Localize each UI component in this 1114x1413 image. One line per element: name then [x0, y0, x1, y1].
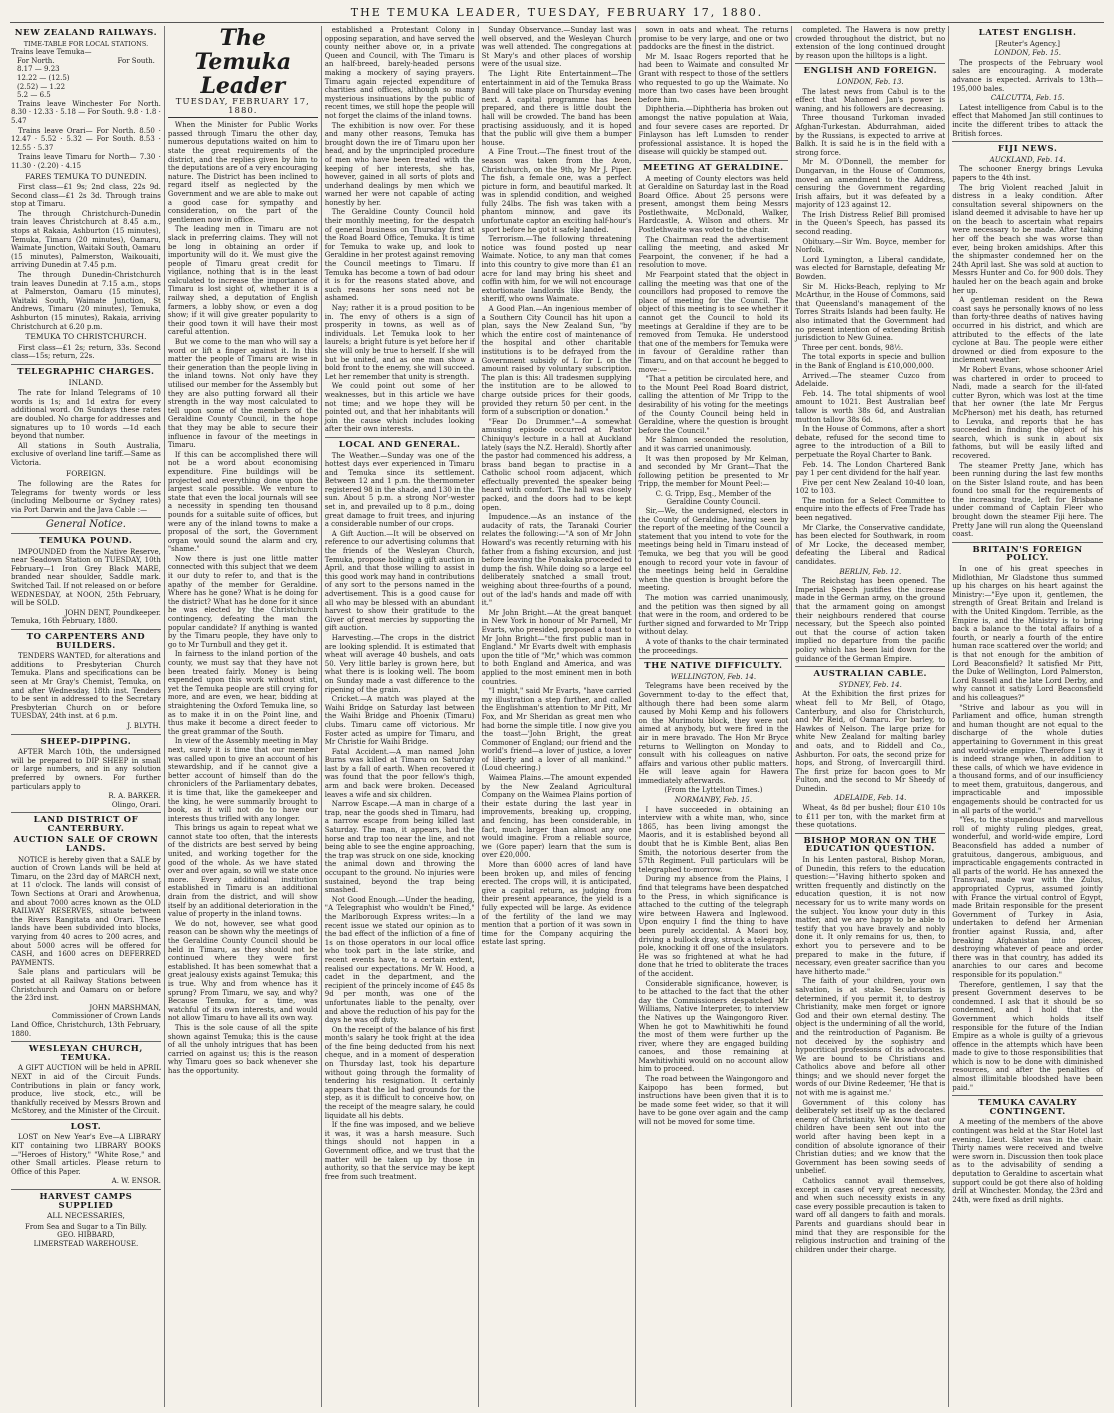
news-item: A Fine Trout.—The finest trout of the season was taken from the Avon, Christchurch, on the 9th, by Mr J. Piper. The fish, a female one, was a perfect picture in form, and beautiful marked. It was in splendid condition, and weighed fully 24lbs. The fish was taken with a phantom minnow, and gave its unfortunate captor an exciting half-hour's sport before he got it safely landed. [481, 148, 632, 234]
editorial-paragraph: This is the sole cause of all the spite shown against Temuka; this is the cause of all the unholy intrigues that has been carried on against us; this is the reason why Timaru goes so back whenever she has the opportunity. [167, 1023, 318, 1075]
fares-text: First class—£1 9s; 2nd class, 22s 9d. Second class—£1 2s 3d. Through trains stop at Timaru. [11, 183, 161, 209]
news-item: More than 6000 acres of land have been broken up, and miles of fencing erected. The crops will, it is anticipated, give a capital return, as judging from their present appearance, the yield is a fully expected will be large. As evidence of the fertility of the land we may mention that a portion of it was sown in time for the Company acquiring the estate last spring. [481, 861, 632, 947]
agency-credit: [Reuter's Agency.] [995, 39, 1061, 48]
divider [952, 542, 1103, 543]
tenders-text: TENDERS WANTED, for alterations and additions to Presbyterian Church Temuka. Plans and specifications can be seen at Mr Gray's Chemist, Temuka, on and after Wednesday, 18th inst. Tenders to be sent in addressed to the Secretary Presbyterian Church on or before TUESDAY, 24th inst. at 6 p.m. [11, 652, 161, 721]
meeting-paragraph: It was then proposed by Mr Kelman, and seconded by Mr Grant—That the following petition be presented to Mr Tripp, the member for Mount Peel:— [638, 454, 789, 489]
latest-english-heading: LATEST ENGLISH. [978, 28, 1077, 38]
news-item: Cricket.—A match was played at the Waihi Bridge on Saturday last between the Waihi Bridge and Phoenix (Timaru) clubs. Timaru came off victorious. Mr Foster acted as umpire for Timaru, and Mr Christie for Waihi Bridge. [324, 695, 475, 747]
news-item: The Weather.—Sunday was one of the hottest days ever experienced in Timaru and Temuka since its settlement. Between 12 and 1 p.m. the thermometer registered 98 in the shade, and 130 in the sun. About 5 p.m. a strong Nor'-wester set in, and prevailed up to 8 p.m., doing great damage to fruit trees, and injuring a considerable number of our crops. [324, 451, 475, 529]
cable-item: The Reichstag has been opened. The Imperial Speech justifies the increase made in the German army, on the ground that the armament going on amongst their neighbours rendered that course necessary, but the Speech also pointed out that the course of action taken implied no departure from the pacific policy which has been laid down for the guidance of the German Empire. [795, 577, 946, 663]
native-difficulty-heading: THE NATIVE DIFFICULTY. [644, 661, 783, 672]
dateline: BERLIN, Feb. 12. [839, 567, 902, 576]
article-paragraph: In one of his great speeches in Midlothian, Mr Gladstone thus summed up his charges on his heart against the Ministry:—"Eye upon it, gentlemen, the strength of Great Britain and Ireland is with the United Kingdom. Terrible, as the Empire is, and the Ministry is to bring back a balance to the total affairs of a fourth, or nearly a fourth of the entire human race scattered over the world; and is that not enough for the ambition of Lord Beaconsfield? It satisfied Mr Pitt, the Duke of Wellington, Lord Palmerston, Lord Russell and the late Lord Derby, and why cannot it satisfy Lord Beaconsfield and his colleagues?" [952, 565, 1103, 702]
cable-item: Three thousand Turkoman invaded Afghan-Turkestan. Abdurrahman, aided by the Russians, is expected to arrive at Balkh. It is said he is in the field with a strong force. [795, 114, 946, 157]
news-item: Mr John Bright.—At the great banquet in New York in honour of Mr Parnell, Mr Evarts, who presided, proposed a toast to Mr John Bright—"the first public man in England." Mr Evarts dwelt with emphasis upon the title of "Mr," which was common to both England and America, and was applied to the most eminent men in both countries. [481, 608, 632, 686]
news-item: Diphtheria.—Diphtheria has broken out amongst the native population at Waia, and four severe cases are reported. Dr Finlayson has left Lumsden to render professional assistance. It is hoped the disease will quickly be stamped out. [638, 105, 789, 157]
auction-office: Land Office, Christchurch, 13th February, 1880. [11, 1020, 161, 1038]
column-3 [322, 26, 479, 1407]
meeting-paragraph: The Chairman read the advertisement calling the meeting, and asked Mr Fearpoint, the convener, if he had a resolution to move. [638, 235, 789, 270]
cable-item: Three per cent. bonds, 98½. [802, 343, 904, 352]
article-paragraph: The faith of your children, your own salvation, is at stake. Secularism is determined, if you permit it, to destroy Christianity, make men forget or ignore God and their own eternal destiny. The object is the undermining of all the world, and the reintroduction of Paganism. Be not deceived by the sophistry and hypocritical professions of its advocates. We are bound to be Christians and Catholics above and before all other things; and we should never forget the words of our Divine Redeemer, 'He that is not with me is against me.' [795, 977, 946, 1098]
news-item: sown in oats and wheat. The returns promise to be very large, and one or two paddocks are the finest in the district. [638, 26, 789, 52]
pound-date: Temuka, 16th February, 1880. [11, 617, 118, 626]
dateline: NORMANBY, Feb. 15. [674, 796, 753, 805]
page-header: THE TEMUKA LEADER, TUESDAY, FEBRUARY 17, 1880. [10, 6, 1104, 23]
news-item: Fatal Accident.—A man named John Burns was killed at Timaru on Saturday last by a fall of earth. When recovered it was found that the poor fellow's thigh, arm and back were broken. Deceased leaves a wife and six children. [324, 747, 475, 799]
news-item: Sunday Observance.—Sunday last was well observed, and the Wesleyan Church was well attended. The congregations at St Mary's and other places of worship were of the usual size. [481, 26, 632, 69]
local-general-heading: LOCAL AND GENERAL. [338, 439, 461, 450]
divider [11, 1189, 161, 1190]
pound-signature: JOHN DENT, Poundkeeper. [64, 608, 161, 617]
winchester-times: Trains leave Winchester For North. 8.30 · 12.33 · 5.18 — For South. 9.8 · 1.8 · 5.47 [11, 99, 161, 125]
cable-item: Sir M. Hicks-Beach, replying to Mr McArthur, in the House of Commons, said that Queensland's management of the Torres Straits Islands had been faulty. He also intimated that the Government had no present intention of extending British jurisdiction to New Guinea. [795, 282, 946, 343]
cable-item: Obituary.—Sir Wm. Boyce, member for Norfolk. [795, 237, 946, 255]
editorial-paragraph: Nay; rather it is a proud position to be in. The envy of others is a sign of prosperity in towns, as well as of individuals. Let Temuka look to her laurels; a bright future is yet before her if she will only be true to herself. If she will but be united, and as one man show a bold front to the enemy, she will succeed. Let her remember that unity is strength. [324, 304, 475, 381]
news-item: The brig Violent reached Jaluit in distress in a leaky condition. After consultation several shipowners on the island deemed it advisable to have her up on the beach to ascertain what repairs were necessary to be made. After taking her off the beach she was worse than ever, being broken amidships. After this the shipmaster condemned her on the 24th April last. She was sold at auction to Messrs Hunter and Co. for 900 dols. They hauled her on the beach again and broke her up. [952, 183, 1103, 295]
chch-fares-text: First class—£1 2s; return, 33s. Second class—15s; return, 22s. [11, 343, 161, 361]
dateline: ADELAIDE, Feb. 14. [834, 794, 907, 803]
cable-item: The Irish Distress Relief Bill promised in the Queen's Speech, has passed its second reading. [795, 210, 946, 237]
source-credit: (From the Lyttelton Times.) [664, 786, 763, 795]
cavalry-heading: TEMUKA CAVALRY CONTINGENT. [978, 1098, 1077, 1117]
english-foreign-heading: ENGLISH AND FOREIGN. [803, 66, 938, 77]
fares-heading: FARES TEMUKA TO DUNEDIN. [25, 171, 147, 181]
sheep-text: AFTER March 10th, the undersigned will be prepared to DIP SHEEP in small or large numbers, and in any solution preferred by owners. For further particulars apply to [11, 748, 161, 791]
news-item: The Light Rite Entertainment—The entertainment in aid of the Temuka Brass Band will take place on Thursday evening next. A capital programme has been prepared, and there is little doubt the hall will be crowded. The band has been practising assiduously, and it is hoped that the public will give them a bumper house. [481, 69, 632, 147]
divider [11, 734, 161, 735]
timaru-times: Trains leave Timaru for North— 7.30 · 11.30 · (2.20) · 4.15 [11, 153, 161, 170]
telegraph-subheading: INLAND. [68, 377, 104, 387]
column-2 [165, 26, 322, 1407]
dateline: LONDON, Feb. 15. [994, 49, 1061, 58]
timetable-header [11, 57, 161, 66]
paper-date: TUESDAY, FEBRUARY 17, 1880. [175, 97, 310, 116]
article-paragraph: Government of this colony has deliberately set itself up as the declared enemy of Christianity. We know that our children have been sent out into the world after having been kept in a condition of absolute ignorance of their Christian duties; and we know that the Government has been sowing seeds of unbelief. [795, 1098, 946, 1176]
editorial-paragraph: In fairness to the inland portion of the county, we must say that they have not been treated fairly. Money is being expended upon this work without stint, yet the Temuka people are still crying for more, and are even, we hear, bidding at straightening the Oxford Temuka line, so as to make it in on the Point line, and thus make it become a direct feeder to the great grammar of the South. [167, 650, 318, 736]
sheep-heading: SHEEP-DIPPING. [40, 736, 132, 747]
tenders-signature: J. BLYTH. [127, 721, 161, 730]
divider [325, 437, 475, 438]
meeting-paragraph: Mr Fearpoint stated that the object in calling the meeting was that one of the councillors had proposed to remove the place of meeting for the Council. The object of this meeting is to see whether it cannot get the Council to hold its meetings at Geraldine if they are to be removed from Temuka. He understood that one of the members for Temuka were in favour of Geraldine rather than Timaru, and on that account he begged to move:— [638, 271, 789, 374]
telegraph-text-2: All stations in South Australia, exclusive of overland line tariff.—Same as Victoria. [11, 441, 161, 467]
news-item: Impudence.—As an instance of the audacity of rats, the Taranaki Courier relates the following:—"A son of Mr John Howard's was recently returning with his father from a fishing excursion, and just before leaving the Ponakaka proceeded to dump the fish. While doing so a large eel deliberately snatched a small trout, weighing about three-fourths of a pound, out of the lad's hands and made off with it." [481, 513, 632, 608]
divider [952, 141, 1103, 142]
wesleyan-text: A GIFT AUCTION will be held in APRIL NEXT in aid of the Circuit Funds. Contributions in plain or fancy work, produce, live stock, etc., will be thankfully received by Messrs Brown and McStorey, and the Minister of the Circuit. [11, 1064, 161, 1116]
auction-signature: JOHN MARSHMAN, [89, 1003, 161, 1012]
divider [11, 517, 161, 518]
cable-item: The latest news from Cabul is to the effect that Mahomed Jan's power is waning, and his followers are decreasing. [795, 87, 946, 113]
paper-title: The Temuka Leader [194, 26, 292, 99]
cable-item: Mr Clarke, the Conservative candidate, has been elected for Southwark, in room of Mr Locke, the deceased member, defeating the Liberal and Radical candidates. [795, 523, 946, 567]
news-item: On the receipt of the balance of his first month's salary he took fright at the idea of the fine being deducted from his next cheque, and in a moment of desperation on Thursday last, took his departure without going through the formality of tendering his resignation. It certainly appears that the lad had grounds for the step, as it is difficult to conceive how, on the receipt of the meagre salary, he could liquidate all his debts. [324, 1025, 475, 1120]
news-item: The steamer Pretty Jane, which has been running during the last few months on the Sister Island route, and has been found too small for the requirements of the increasing trade, left for Brisbane under command of Captain Fleer who brought down the steamer Fiji here. The Pretty Jane will run along the Queensland coast. [952, 461, 1103, 539]
column-1 [8, 26, 165, 1407]
article-paragraph: In his Lenten pastoral, Bishop Moran, of Dunedin, this refers to the education question:—"Having hitherto spoken and written frequently and distinctly on the education question, it is not now necessary for us to write many words on the subject. You know your duty in this matter, and we are happy to be able to testify that you have bravely and nobly done it. It only remains for us, then, to exhort you to persevere and to be prepared to make in the future, if necessary, even greater sacrifice than you have hitherto made." [795, 856, 946, 976]
sheep-signature: R. A. BARKER. [108, 792, 161, 801]
masthead-block [168, 26, 318, 118]
meeting-addressee: C. G. Tripp, Esq., Member of the Geraldine County Council. [655, 489, 772, 507]
timetable-north-label: For North. [17, 56, 55, 65]
divider [795, 63, 945, 64]
article-paragraph: "Strive and labour as you will in Parliament and office, human strength and human thought are not equal to the discharge of the whole duties appertaining to Government in this great and world-wide empire. Therefore I say it is indeed strange when, in addition to these calls, of which we have evidence in a thousand forms, and of our insufficiency to meet them, gratuitous, dangerous, and impracticable and impossible engagements should be contracted for us in all parts of the world." [952, 703, 1103, 815]
lost-signature: A. W. ENSOR. [111, 1177, 161, 1186]
dateline: AUCKLAND, Feb. 14. [989, 155, 1066, 164]
dateline: SYDNEY, Feb. 14. [838, 680, 902, 689]
editorial-paragraph: This brings us again to repeat what we cannot state too often, that the interests of the districts are best served by being united, and working together for the good of the whole. As we have stated over and over again, so will we state once more. Every additional institution established in Timaru is an additional drain from the district, and will show itself by an additional deterioration in the value of property in the inland towns. [167, 824, 318, 919]
divider [11, 812, 161, 813]
news-item: The road between the Waingongoro and Kaipopo has been formed, but instructions have been given that it is to be made some feet wider, so that it will have to be gone over again and the camp will not be moved for some time. [638, 1075, 789, 1127]
auction-signature-title: Commissioner of Crown Lands [51, 1012, 161, 1021]
cable-item: The prospects of the February wool sales are encouraging. A moderate advance is expected. Arrivals to 13th—195,000 bales. [952, 58, 1103, 93]
meeting-paragraph: Sir,—We, the undersigned, electors in the County of Geraldine, having seen by the report of the meeting of the Council a statement that you intend to vote for the meetings being held in Timaru instead of Temuka, we beg that you will be good enough to record your vote in favour of the meetings being held in Geraldine when the question is brought before the meeting. [638, 507, 789, 593]
tenders-heading: TO CARPENTERS AND BUILDERS. [26, 632, 146, 651]
news-item: Considerable significance, however, is to be attached to the fact that the other day the Commissioners despatched Mr Williams, Native Interpreter, to interview the Natives up the Waingongoro River. When he got to Mawhitiwhiti he found the most of them were further up the river, where they are engaged building canoes, and those remaining at Mawhitiwhiti would on no account allow him to proceed. [638, 979, 789, 1074]
editorial-paragraph: But we come to the man who will say a word or lift a finger against it. In this matter the people of Timaru are wise in their generation than the people living in the inland towns. Not only have they utilised our member for the Assembly but they are also putting forward all their strength in the way most calculated to tell upon some of the members of the Geraldine County Council, in the hope that they may be able to secure their influence in favour of the meetings in Timaru. [167, 338, 318, 450]
news-item: A Gift Auction.—It will be observed on reference to our advertising columns that the friends of the Wesleyan Church, Temuka, propose holding a gift auction in April, and that those willing to assist in this good work may hand in contributions of any sort to the persons named in the advertisement. This is a good cause for all who may be blessed with an abundant harvest to show their gratitude to the Giver of great mercies by supporting the gift auction. [324, 529, 475, 633]
divider [11, 1041, 161, 1042]
cable-item: Mr M. O'Donnell, the member for Dungarvan, in the House of Commons, moved an amendment to the Address, censuring the Government regarding Irish affairs, but it was defeated by a majority of 123 against 12. [795, 158, 946, 210]
timetable-row: 5.2 — 6.5 [17, 91, 51, 100]
auction-text-2: Sale plans and particulars will be posted at all Railway Stations between Christchurch and Oamaru on or before the 23rd inst. [11, 968, 161, 1003]
divider [11, 629, 161, 630]
news-item: A Good Plan.—An ingenious member of a Southern City Council has hit upon a plan, says the New Zealand Sun, "by which the entire cost of maintenance of the hospital and other charitable institutions is to be defrayed from the Government subsidy of L for L on the amount raised by voluntary subscription. The plan is this: All tradesmen supplying the institution are to be allowed to charge outside prices for their goods, provided they return 50 per cent. in the form of a subscription or donation." [481, 305, 632, 417]
article-paragraph: Catholics cannot avail themselves, except in cases of very great necessity, and when such necessity exists in any case every possible precaution is taken to ward off all dangers to faith and morals. Parents and guardians should bear in mind that they are responsible for the religious instruction and training of the children under their charge. [795, 1177, 946, 1254]
harvest-signature: GEO. HIBBARD, [57, 1231, 115, 1240]
news-item: If the fine was imposed, and we believe it was, it was a harsh measure. Such things should not happen in a Government office, and we trust that the matter will be taken up by those in authority, so that the service may be kept free from such treatment. [324, 1121, 475, 1181]
chch-fares-heading: TEMUKA TO CHRISTCHURCH. [25, 332, 147, 342]
dateline: WELLINGTON, Feb. 14. [670, 672, 757, 681]
news-item: A gentleman resident on the Rewa coast says he personally knows of no less than forty-three deaths of natives having occurred in his district, and which are attributed to the effects of the late cyclone at Bau. The people were either drowned or died from exposure to the inclement weather. [952, 296, 1103, 365]
foreign-policy-heading: BRITAIN'S FOREIGN POLICY. [972, 544, 1083, 564]
news-item: Waimea Plains.—The amount expended by the New Zealand Agricultural Company on the Waimea Plains portion of their estate during the last year in improvements, breaking up, cropping, and fencing, has been considerable, in fact, much larger than almost any one would imagine. From a reliable source, we (Gore paper) learn that the sum is over £20,000. [481, 774, 632, 860]
telegraph-heading: TELEGRAPHIC CHARGES. [17, 366, 155, 377]
bishop-moran-heading: BISHOP MORAN ON THE EDUCATION QUESTION. [803, 835, 938, 855]
divider [11, 533, 161, 534]
cable-item: Feb. 14. The total shipments of wool amount to 1021. Best Australian beef tallow is worth 38s 6d, and Australian mutton tallow 38s 6d. [795, 389, 946, 424]
railway-subheading: TIME-TABLE FOR LOCAL STATIONS. [23, 39, 149, 48]
editorial-paragraph: The Geraldine County Council hold their monthly meeting, for the despatch of general business on Thursday first at the Road Board Office, Temuka. It is time for Temuka to wake up, and look to Geraldine in her protest against removing the Council meetings to Timaru. If Temuka has become a town of bad odour it is for the reasons stated above, and such reasons her sons need not be ashamed. [324, 208, 475, 303]
news-item: "Fear Do Drummer."—A somewhat amusing episode occurred at Pastor Chiniquy's lecture in a hall at Auckland lately (says the N.Z. Herald). Shortly after the pastor had commenced his address, a brass band began to practise in a Catholic school room adjacent, which effectually prevented the speaker being heard with comfort. The hall was closely packed, and the doors had to be kept open. [481, 417, 632, 512]
news-item: "I might," said Mr Evarts, "have carried my illustration a step further, and called the Englishman's attention to Mr Pitt, Mr Fox, and Mr Sheridan as great men who had borne the simple title. I now give you the toast—'John Bright, the great Commoner of England; our friend and the world's friend—a lover of justice, a lover of liberty and a lover of all mankind.'" (Loud cheering.) [481, 687, 632, 773]
news-item: I have succeeded in obtaining an interview with a white man, who, since 1865, has been living amongst the Maoris, and it is established beyond all doubt that he is Kimble Bent, alias Ben Smith, the notorious deserter from the 57th Regiment. Full particulars will be telegraphed to-morrow. [638, 805, 789, 874]
cable-item: Lord Lymington, a Liberal candidate, was elected for Barnstaple, defeating Mr Bowden. [795, 255, 946, 282]
cable-item: Feb. 14. The London Chartered Bank pay 1 per cent dividend for the half year. [795, 460, 946, 478]
timetable-row: (2.52) — 1.22 [17, 82, 66, 91]
cable-item: Arrived.—The steamer Cuzco from Adelaide. [795, 371, 946, 389]
auction-text: NOTICE is hereby given that a SALE by auction of Crown Lands will be held at Timaru, on the 23rd day of MARCH next, at 11 o'clock. The lands will consist of Town Sections at Orari and Arowhenua, and about 7000 acres known as the OLD RAILWAY RESERVES, situate between the Rivers Rangitata and Orari. These lands have been subdivided into blocks, varying from 40 acres to 200 acres, and about 5000 acres will be offered for CASH, and 1600 acres on DEFERRED PAYMENTS. [11, 855, 161, 967]
editorial-paragraph: Now there is just one little matter connected with this subject that we deem it our duty to refer to, and that is the apathy of the member for Geraldine. Where has he gone? What is he doing for the district? What has he done for it since he was elected by the Christchurch contingency, defeating the man the popular candidate? If anything is wanted by the Timaru people, they have only to go to Mr Turnbull and they get it. [167, 554, 318, 649]
timetable-row: 12.22 — (12.5) [17, 73, 70, 82]
meeting-paragraph: The motion was carried unanimously, and the petition was then signed by all that were in the room, and ordered to be further signed and forwarded to Mr Tripp without delay. [638, 594, 789, 637]
meeting-paragraph: Mr Salmon seconded the resolution, and it was carried unanimously. [638, 436, 789, 453]
news-item: A meeting of the members of the above contingent was held at the Star Hotel last evening. Lieut. Slater was in the chair. Thirty names were received and twelve were sworn in. Discussion then took place as to the advisability of sending a deputation to Geraldine to ascertain what support could be got there also of holding drill at Winchester. Monday, the 23rd and 24th, were fixed as drill nights. [952, 1118, 1103, 1204]
cable-item: Five per cent New Zealand 10-40 loan, 102 to 103. [795, 478, 946, 496]
meeting-paragraph: "That a petition be circulated here, and to the Mount Peel Road Board district, calling the attention of Mr Tripp to the desirability of his voting for the meetings of the County Council being held in Geraldine, where the question is brought before the Council." [638, 375, 789, 435]
news-item: During my absence from the Plains, I find that telegrams have been despatched to the Press, in which significance is attached to the cutting of the telegraph wire between Hawera and Inglewood. Upon enquiry I find the thing to have been purely accidental. A Maori boy, driving a bullock dray, struck a telegraph pole, knocking it off one of the insulators. He was so frightened at what he had done that he tried to obliterate the traces of the accident. [638, 875, 789, 978]
divider [11, 364, 161, 365]
foreign-text: The following are the Rates for Telegrams for twenty words or less (including Melbourne or Sydney rates) via Port Darwin and the Java Cable :— [11, 480, 161, 514]
geraldine-meeting-heading: MEETING AT GERALDINE. [643, 162, 784, 173]
cable-item: At the Exhibition the first prizes for wheat fell to Mr Bell, of Otago, Canterbury, and also for Christchurch, and Mr Reid, of Oamaru. For barley, to Hawkes of Nelson. The large prize for white New Zealand for malting barley and oats, and to Riddell and Co., Ashburton. For oats, the second prize for hops, and Strong, of Invercargill third. The first prize for bacon goes to Mr Fulton, and the second to Mr Sheedy of Dunedin. [795, 690, 946, 793]
dateline: LONDON, Feb. 13. [836, 77, 904, 86]
article-paragraph: "Yes, to the stupendous and marvellous roll of mighty ruling pledges, great, wonderful, and world-wide empire, Lord Beaconsfield has added a number of gratuitous, dangerous, ambiguous, and impracticable engagements contracted in all parts of the world. He has annexed the Transvaal, made war with the Zulus, appropriated Cyprus, assumed jointly with France the virtual control of Egypt, made Britain responsible for the present Government of Turkey in Asia, undertaken to defend her Armenian frontier against Russia, and, after breaking Afghanistan into pieces, destroying whatever of peace and order there was in that country, has added its anarchies to our cares and become responsible for its population." [952, 816, 1103, 979]
railway-intro: Trains leave Temuka— [11, 48, 92, 57]
editorial-paragraph: The exhibition is now over. For these and many other reasons, Temuka has brought down the ire of Timaru upon her head, and by the unprincipled procedure of men who have been treated with the keeping of her interests, she has, however, gained in all sorts of plots and underhand dealings by men which we warned her were not capable of acting honestly by her. [324, 121, 475, 207]
news-item: Harvesting.—The crops in the district are looking splendid. It is estimated that wheat will average 40 bushels, and oats 50. Very little barley is grown here, but what there is is looking well. The boom on Sunday made a vast difference to the ripening of the grain. [324, 633, 475, 694]
timetable-row: 8.17 — 9.23 [17, 65, 60, 74]
article-paragraph: Therefore, gentlemen, I say that the present Government deserves to be condemned. I ask that it should be so condemned, and I hold that the Government which holds itself responsible for the future of the Indian Empire as a whole is guilty of a grievous offence in the attempts which have been made to give to those responsibilities that which is now to be done with diminished resources, and after the penalties of almost illimitable bloodshed have been paid." [952, 980, 1103, 1092]
general-notice-banner: General Notice. [45, 519, 126, 531]
divider [952, 1095, 1103, 1096]
pound-heading: TEMUKA POUND. [39, 536, 133, 547]
foreign-heading: FOREIGN. [65, 468, 106, 478]
column-7 [949, 26, 1106, 1407]
editorial-paragraph: We could point out some of her weaknesses, but in this article we have not time; and we hope they will be pointed out, and that her inhabitants will join the cause which includes looking after their own interests. [324, 382, 475, 434]
news-item: Mr Robert Evans, whose schooner Ariel was chartered in order to proceed to Nadi, made a search for the ill-fated cutter Byron, which was lost at the time that her owner (the late Mr Fergus McPherson) met his death, has returned to Levuka, and reports that he has succeeded in finding the object of his search, which is sunk in about six fathoms, but will be easily lifted and recovered. [952, 365, 1103, 460]
news-item: Telegrams have been received by the Government to-day to the effect that, although there had been some alarm caused by Mohi Kemp and his followers on the Murimotu block, they were not aimed at anybody, but were fired in the air in mere bravado. The Hon Mr Bryce returns to Wellington on Monday to consult with his colleagues on native affairs and various other public matters. He will leave again for Hawera immediately afterwards. [638, 682, 789, 785]
cable-item: The motion for a Select Committee to enquire into the effects of Free Trade has been negatived. [795, 496, 946, 523]
land-district-heading: LAND DISTRICT OF CANTERBURY. [33, 815, 139, 834]
news-item: The schooner Energy brings Levuka papers to the 4th inst. [952, 165, 1103, 182]
lost-heading: LOST. [70, 1121, 102, 1132]
columns [8, 26, 1106, 1407]
cable-item: The total exports in specie and bullion in the Bank of England is £10,000,000. [795, 353, 946, 370]
meeting-paragraph: A meeting of County electors was held at Geraldine on Saturday last in the Road Board Office. About 25 persons were present, amongst them being Messrs Postlethwaite, McDonald, Walker, Hardcastle, A. Wilson and others. Mr Postlethwaite was voted to the chair. [638, 174, 789, 235]
news-item: Narrow Escape.—A man in charge of a trap, near the goods shed in Timaru, had a narrow escape from being killed last Saturday. The man, it appears, had the horse and trap too near the line, and not being able to see the engine approaching, the trap was struck on one side, knocking the animal down and throwing the occupant to the ground. No injuries were sustained, beyond the trap being smashed. [324, 800, 475, 895]
through-train-text: The through Christchurch-Dunedin train leaves Christchurch at 8.45 a.m., stops at Rakaia, Ashburton (15 minutes), Temuka, Timaru (20 minutes), Oamaru, Waimate Junction, Waitaki South, Oamaru (15 minutes), Palmerston, Waikouaiti, arriving Dunedin at 7.45 p.m. [11, 209, 161, 270]
harvest-store: LIMERSTEAD WAREHOUSE. [33, 1240, 139, 1248]
news-item: Not Good Enough.—Under the heading, "A Telegraphist who wouldn't be Fined," the Marlborough Express writes:—In a recent issue we stated our opinion as to the bad effect of the infliction of a fine of 1s on those operators in our local office who took part in the late strike, and recent events have, to a certain extent, realised our expectations. Mr W. Hood, a cadet in the department, and the recipient of the princely income of £45 8s 9d per month, was one of the unfortunates liable to the penalty, over and above the reduction of his pay for the days he was off duty. [324, 895, 475, 1025]
cable-item: Latest intelligence from Cabul is to the effect that Mahomed Jan still continues to incite the different tribes to attack the British forces. [952, 103, 1103, 138]
divider [11, 1119, 161, 1120]
railway-heading: NEW ZEALAND RAILWAYS. [14, 28, 158, 38]
wesleyan-heading: WESLEYAN CHURCH, TEMUKA. [28, 1044, 143, 1063]
column-5 [636, 26, 793, 1407]
editorial-paragraph: The leading men in Timaru are not slack in preferring claims. They will not be long in obtaining an order if importunity will do it. We must give the people of Timaru great credit for vigilance, nothing that is in the least calculated to increase the importance of Timaru is lost sight of, whether it is a railway shed, a deputation of English farmers, a lobby show, or even a dog show; if it will give greater popularity to their good town it will have their most careful attention. [167, 225, 318, 337]
divider [795, 666, 945, 667]
editorial-paragraph: In view of the Assembly meeting in May next, surely it is time that our member was called upon to give an account of his stewardship, and if he cannot give a better account of himself than do the chroniclers of the Parliamentary debates, it is time that, like the gamekeeper and the king, he were summarily brought to book, as it will not do to have our interests thus trifled with any longer. [167, 737, 318, 823]
divider [639, 160, 789, 161]
harvest-text-2: From Sea and Sugar to a Tin Billy. [24, 1222, 147, 1231]
editorial-paragraph: established a Protestant Colony in opposing separation, and have served the county neither above or, in a private Queen and Council, with The Timaru is an half-breed, barely-headed persons making a mockery of saying prayers. Timaru again rejected expenditure of charities and offices, although so many mysterious insinuations by the public of recent times, we still hope the people will not forget the claims of the inland towns. [324, 26, 475, 120]
news-item: Mr M. Isaac Rogers reported that he had been to Waimate and consulted Mr Grant with respect to those of the settlers who requested to go up the Waimate. No more than two cases have been brought before him. [638, 52, 789, 104]
sheep-place: Olingo, Orari. [111, 800, 161, 809]
return-train-text: The through Dunedin-Christchurch train leaves Dunedin at 7.15 a.m., stops at Palmerston, Oamaru (15 minutes), Waitaki South, Waimate Junction, St Andrews, Timaru (20 minutes), Temuka, Ashburton (15 minutes), Rakaia, arriving Christchurch at 6.20 p.m. [11, 271, 161, 331]
dateline: CALCUTTA, Feb. 15. [990, 94, 1065, 103]
divider [639, 658, 789, 659]
column-4 [479, 26, 636, 1407]
news-item: Terrorism.—The following threatening notice was found posted up near Waimate. Notice, to any man that comes into this country to give more than £1 an acre for land may bring his sheet and coffin with him, for we will not encourage extortionate landlords like Bendy, the sheriff, who owns Waimate. [481, 235, 632, 304]
meeting-paragraph: A vote of thanks to the chair terminated the proceedings. [638, 637, 789, 655]
harvest-text: ALL NECESSARIES, [46, 1211, 125, 1221]
editorial-paragraph: If this can be accomplished there will not be a word about economising expenditure. Fine buildings will be projected and everything done upon the largest scale possible. We venture to state that even the local journals will see a necessity in spending ten thousand pounds for a suitable suite of offices, but were any of the inland towns to make a proposal of the sort, the Government organ would sound the alarm and cry, "shame." [167, 450, 318, 554]
australian-cable-heading: AUSTRALIAN CABLE. [813, 669, 928, 680]
harvest-heading: HARVEST CAMPS SUPPLIED [39, 1192, 133, 1211]
orari-times: Trains leave Orari— For North. 8.50 · 12.47 · 5.52 · 5.32 — For South. 8.53 · 12.55 · 5.37 [11, 126, 161, 152]
cable-item: In the House of Commons, after a short debate, refused for the second time to agree to the introduction of a Bill to perpetuate the Royal Charter to Bank. [795, 425, 946, 459]
column-6 [792, 26, 949, 1407]
railway-timetable [11, 57, 161, 100]
timetable-south-label: For South. [117, 56, 155, 65]
divider [795, 833, 945, 834]
lost-text: LOST on New Year's Eve—A LIBRARY KIT containing two LIBRARY BOOKS—"Heroes of History," "White Rose," and other Small articles. Please return to Office of this Paper. [11, 1133, 161, 1176]
editorial-paragraph: We do not, however, see what good reason can be shown why the meetings of the Geraldine County Council should be held in Timaru, as they should not be continued where they were first established. It has been somewhat that a great jealousy exists against Temuka; this is true. Why and from whence has it sprung? From Timaru, we say, and why? Because Temuka, for a time, was watchful of its own interests, and would not allow Timaru to have all its own way. [167, 919, 318, 1023]
fiji-news-heading: FIJI NEWS. [997, 144, 1058, 155]
auction-heading: AUCTION SALE OF CROWN LANDS. [13, 835, 159, 855]
pound-text: IMPOUNDED from the Native Reserve, near Seadown Station on TUESDAY, 10th February—1 Iron Grey Black MARE, branded near shoulder, Saddle mark. Switched Tail. If not released on or before WEDNESDAY, at NOON, 25th February, will be SOLD. [11, 547, 161, 608]
telegraph-text: The rate for Inland Telegrams of 10 words is 1s; and 1d extra for every additional word. On Sundays these rates are doubled. No charge for addresses and signatures up to 10 words —1d each beyond that number. [11, 389, 161, 441]
news-item: completed. The Hawera is now pretty crowded throughout the district, but no extension of the long continued drought by reason upon the hilltops is a light. [795, 26, 946, 60]
cable-item: Wheat, 4s 8d per bushel; flour £10 10s to £11 per ton, with the market firm at these quotations. [795, 804, 946, 830]
editorial-paragraph: When the Minister for Public Works passed through Timaru the other day, numerous deputations waited on him to state the great requirements of the district, and the replies given by him to the deputations are of a very encouraging nature. The District has been inclined to regard itself as neglected by the Government and we are able to make out a good case for sympathy and consideration, on the part of the gentlemen now in office. [167, 121, 318, 224]
